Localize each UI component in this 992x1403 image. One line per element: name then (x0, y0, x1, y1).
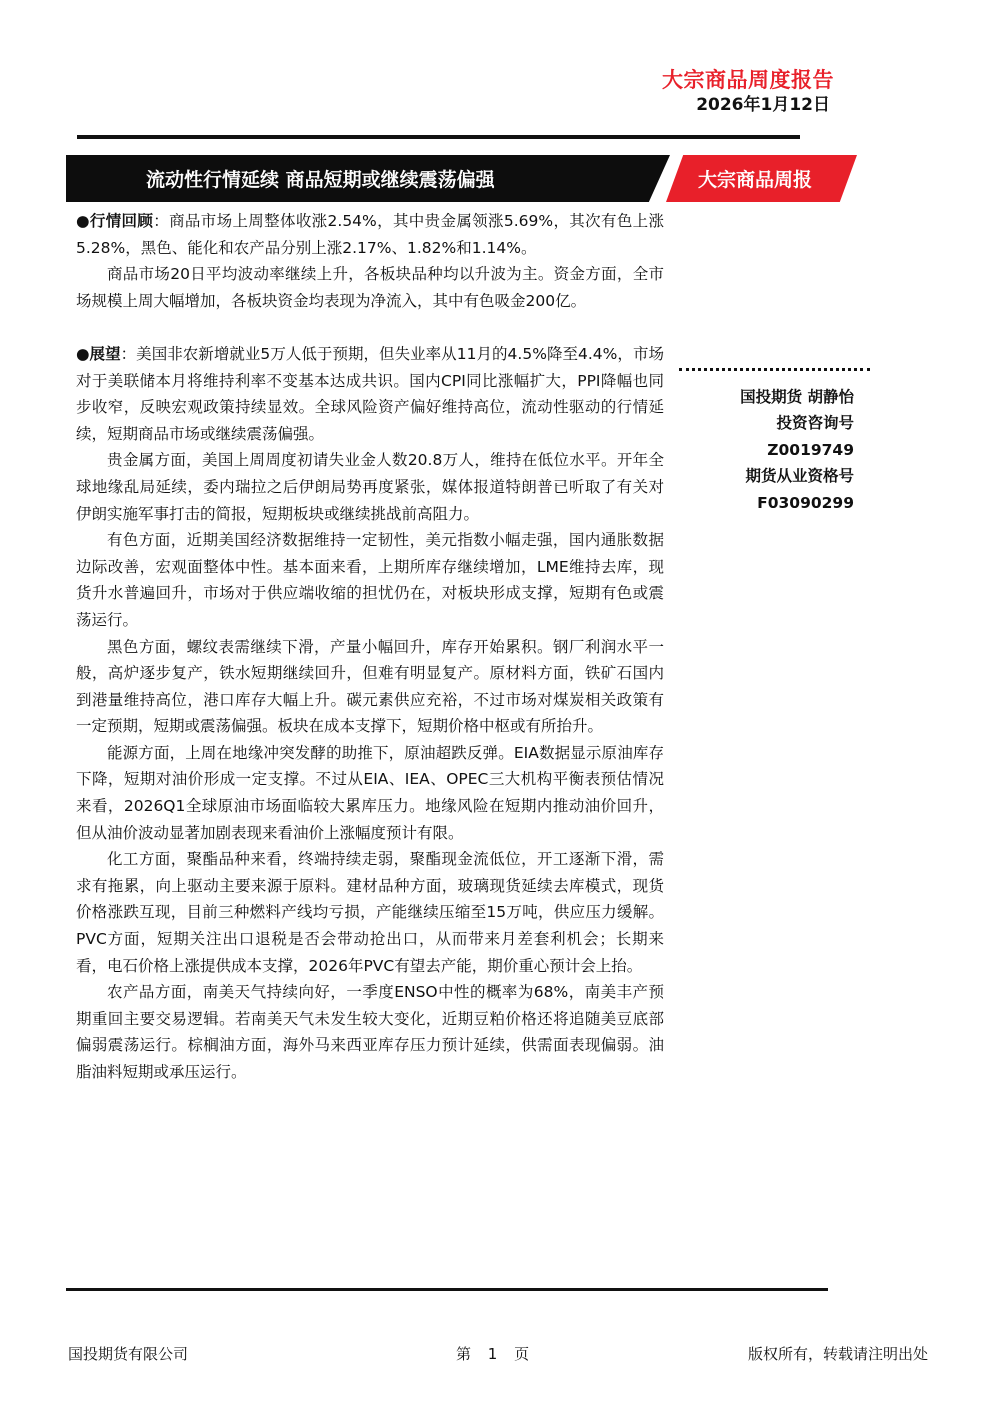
report-body (76, 208, 664, 1086)
volatility-paragraph: 商品市场20日平均波动率继续上升，各板块品种均以升波为主。资金方面，全市场规模上周大幅增加，各板块资金均表现为净流入，其中有色吸金200亿。 (76, 265, 664, 310)
footer-page-number: 第 1 页 (456, 1345, 530, 1363)
footer-copyright: 版权所有，转载请注明出处 (747, 1345, 928, 1363)
futures-license-label: 期货从业资格号 (745, 467, 854, 486)
agriculture-paragraph: 农产品方面，南美天气持续向好，一季度ENSO中性的概率为68%，南美丰产预期重回主要交易逻辑。若南美天气未发生较大变化，近期豆粕价格还将追随美豆底部偏弱震荡运行。棕榈油方面，海外马来西亚库存压力预计延续，供需面表现偏弱。油脂油料短期或承压运行。 (76, 983, 664, 1081)
analyst-info (740, 384, 854, 516)
analyst-name: 国投期货 胡静怡 (740, 388, 854, 406)
outlook-label: ●展望 (76, 344, 121, 363)
headline-title: 流动性行情延续 商品短期或继续震荡偏强 (146, 169, 495, 191)
chemical-paragraph: 化工方面，聚酯品种来看，终端持续走弱，聚酯现金流低位，开工逐渐下滑，需求有拖累，向上驱动主要来源于原料。建材品种方面，玻璃现货延续去库模式，现货价格涨跌互现，目前三种燃料产线均亏损，产能继续压缩至15万吨，供应压力缓解。PVC方面，短期关注出口退税是否会带动抢出口，从而带来月差套利机会；长期来看，电石价格上涨提供成本支撑，2026年PVC有望去产能，期价重心预计会上抬。 (76, 850, 664, 975)
footer-company: 国投期货有限公司 (68, 1345, 189, 1363)
market-review-text: ：商品市场上周整体收涨2.54%，其中贵金属领涨5.69%，其次有色上涨5.28%，黑色、能化和农产品分别上涨2.17%、1.82%和1.14%。 (76, 212, 664, 257)
category-tag: 大宗商品周报 (698, 169, 813, 191)
nonferrous-paragraph: 有色方面，近期美国经济数据维持一定韧性，美元指数小幅走强，国内通胀数据边际改善，宏观面整体中性。基本面来看，上期所库存继续增加，LME维持去库，现货升水普遍回升，市场对于供应端收缩的担忧仍在，对板块形成支撑，短期有色或震荡运行。 (76, 531, 664, 629)
precious-metals-paragraph: 贵金属方面，美国上周周度初请失业金人数20.8万人，维持在低位水平。开年全球地缘乱局延续，委内瑞拉之后伊朗局势再度紧张，媒体报道特朗普已听取了有关对伊朗实施军事打击的简报，短期板块或继续挑战前高阻力。 (76, 451, 664, 523)
report-date: 2026年1月12日 (696, 95, 830, 115)
market-review-label: ●行情回顾 (76, 212, 154, 230)
bottom-divider (66, 1288, 828, 1291)
ferrous-paragraph: 黑色方面，螺纹表需继续下滑，产量小幅回升，库存开始累积。钢厂利润水平一般，高炉逐步复产，铁水短期继续回升，但难有明显复产。原材料方面，铁矿石国内到港量维持高位，港口库存大幅上升。碳元素供应充裕，不过市场对煤炭相关政策有一定预期，短期或震荡偏强。板块在成本支撑下，短期价格中枢或有所抬升。 (76, 637, 664, 736)
report-title: 大宗商品周度报告 (662, 68, 834, 92)
top-divider (77, 135, 800, 139)
paragraph-gap (76, 314, 664, 341)
market-review-paragraph (76, 208, 664, 261)
sidebar-dotted-divider (679, 368, 870, 371)
energy-paragraph: 能源方面，上周在地缘冲突发酵的助推下，原油超跌反弹。EIA数据显示原油库存下降，短期对油价形成一定支撑。不过从EIA、IEA、OPEC三大机构平衡表预估情况来看，2026Q1全球原油市场面临较大累库压力。地缘风险在短期内推动油价回升，但从油价波动显著加剧表现来看油价上涨幅度预计有限。 (76, 743, 664, 842)
outlook-paragraph (76, 341, 664, 447)
outlook-text: ：美国非农新增就业5万人低于预期，但失业率从11月的4.5%降至4.4%，市场对于美联储本月将维持利率不变基本达成共识。国内CPI同比涨幅扩大，PPI降幅也同步收窄，反映宏观政策持续显效。全球风险资产偏好维持高位，流动性驱动的行情延续，短期商品市场或继续震荡偏强。 (76, 344, 664, 443)
consult-license-label: 投资咨询号 (776, 414, 854, 433)
consult-license-number: Z0019749 (767, 440, 854, 459)
futures-license-number: F03090299 (757, 493, 854, 512)
